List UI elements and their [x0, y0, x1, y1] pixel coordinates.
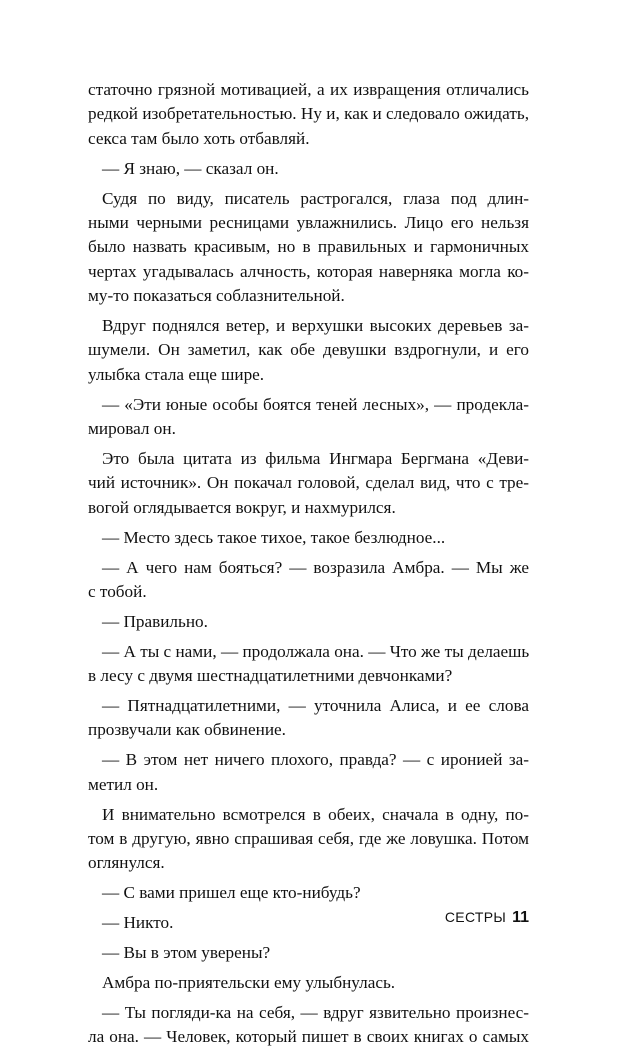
paragraph: [88, 1001, 529, 1050]
text-line: чертах угадывалась алчность, которая наверняка могла ко-: [88, 261, 529, 281]
text-line: ла она. — Человек, который пишет в своих книгах о самых: [88, 1027, 529, 1047]
running-title: СЕСТРЫ: [444, 909, 507, 925]
paragraph: [88, 971, 529, 995]
text-line: — А ты с нами, — продолжала она. — Что же ты делаешь: [102, 641, 530, 661]
text-line: — Вы в этом уверены?: [102, 943, 271, 962]
page-footer: [445, 909, 529, 927]
text-line: ными черными ресницами увлажнились. Лицо его нельзя: [88, 212, 529, 232]
text-line: — А чего нам бояться? — возразила Амбра. — Мы же: [102, 557, 529, 577]
text-line: мировал он.: [88, 419, 176, 439]
text-line: — Пятнадцатилетними, — уточнила Алиса, и ее слова: [102, 695, 529, 715]
paragraph: [88, 640, 529, 689]
text-line: — Ты погляди-ка на себя, — вдруг язвительно произнес-: [102, 1002, 529, 1022]
text-line: шумели. Он заметил, как обе девушки вздрогнули, и его: [88, 340, 529, 360]
text-line: Это была цитата из фильма Ингмара Бергмана «Деви-: [102, 448, 529, 468]
text-line: секса там было хоть отбавляй.: [88, 128, 310, 148]
paragraph: [88, 447, 529, 520]
text-line: Судя по виду, писатель растрогался, глаза под длин-: [102, 188, 529, 208]
text-line: му-то показаться соблазнительной.: [88, 286, 345, 306]
text-line: метил он.: [88, 774, 159, 794]
paragraph: [88, 748, 529, 797]
text-line: вогой оглядывается вокруг, и нахмурился.: [88, 497, 396, 517]
text-line: улыбка стала еще шире.: [88, 364, 265, 384]
text-line: чий источник». Он покачал головой, сделал вид, что с тре-: [88, 473, 529, 493]
text-line: Вдруг поднялся ветер, и верхушки высоких деревьев за-: [102, 316, 529, 336]
text-line: И внимательно всмотрелся в обеих, сначала в одну, по-: [102, 804, 529, 824]
paragraph: [88, 803, 529, 876]
text-line: — Я знаю, — сказал он.: [102, 158, 279, 178]
paragraph: [88, 556, 529, 605]
text-line: редкой изобретательностью. Ну и, как и следовало ожидать,: [88, 104, 529, 124]
text-line: в лесу с двумя шестнадцатилетними девчонками?: [88, 666, 453, 686]
page-body: [88, 78, 529, 1050]
page-number: 11: [512, 909, 529, 926]
text-line: — «Эти юные особы боятся теней лесных», — продекла-: [102, 394, 529, 414]
text-line: — В этом нет ничего плохого, правда? — с иронией за-: [102, 750, 529, 770]
paragraph: [88, 157, 529, 181]
text-line: — Никто.: [102, 913, 174, 933]
text-line: — С вами пришел еще кто-нибудь?: [102, 883, 361, 903]
paragraph: [88, 526, 529, 550]
text-line: с тобой.: [88, 581, 147, 601]
paragraph: [88, 694, 529, 743]
text-line: — Место здесь такое тихое, такое безлюдное...: [102, 527, 446, 547]
text-line: оглянулся.: [88, 853, 165, 873]
paragraph: [88, 881, 529, 905]
paragraph: [88, 393, 529, 442]
text-line: Амбра по-приятельски ему улыбнулась.: [102, 972, 396, 992]
paragraph: [88, 187, 529, 309]
paragraph: [88, 78, 529, 151]
text-line: было назвать красивым, но в правильных и гармоничных: [88, 237, 529, 257]
text-line: том в другую, явно спрашивая себя, где же ловушка. Потом: [88, 828, 529, 848]
paragraph: [88, 610, 529, 634]
paragraph: [88, 314, 529, 387]
text-line: прозвучали как обвинение.: [88, 720, 286, 740]
text-line: статочно грязной мотивацией, а их извращения отличались: [88, 80, 529, 99]
text-line: — Правильно.: [102, 611, 208, 631]
paragraph: [88, 941, 529, 965]
